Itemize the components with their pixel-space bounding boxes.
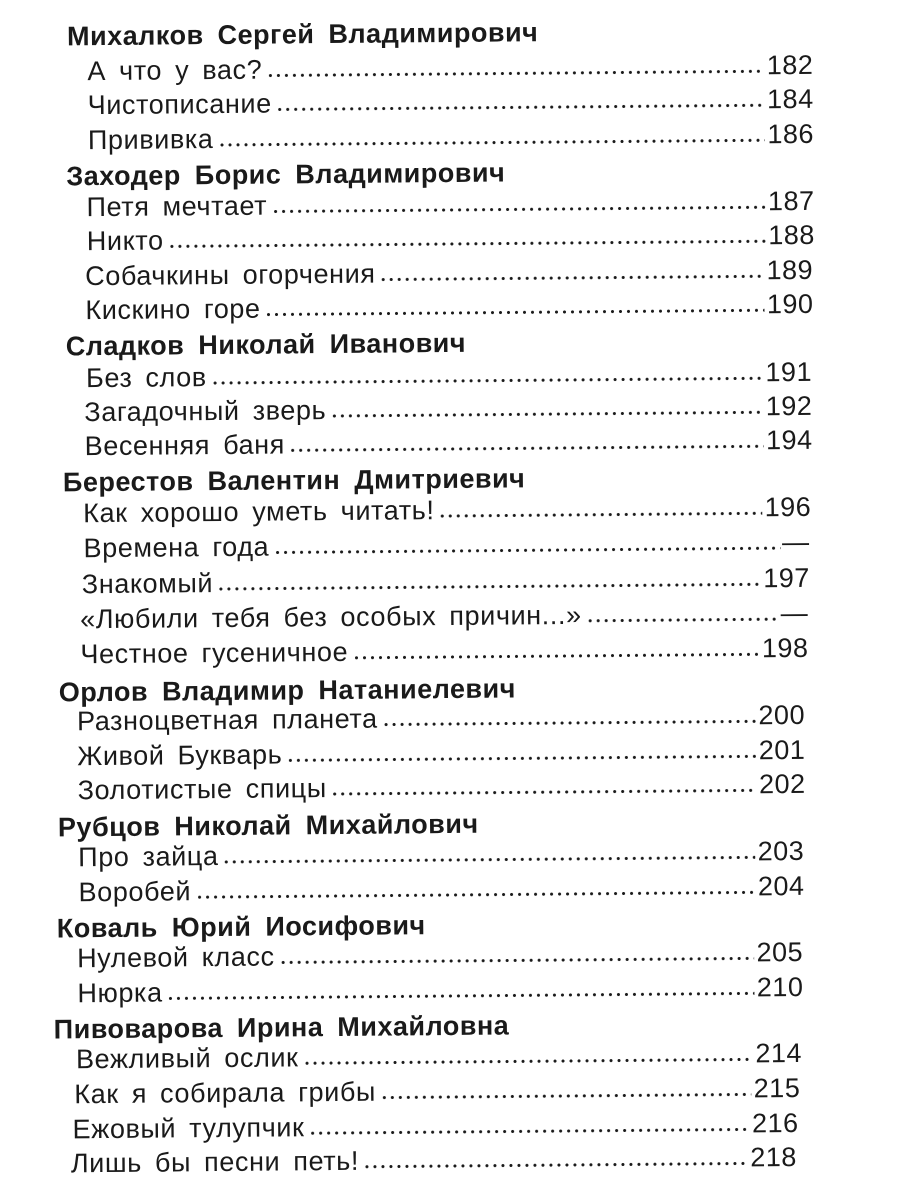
entry-page: —: [781, 526, 810, 558]
entry-title: Золотистые спицы: [77, 773, 327, 806]
dot-leader: [352, 651, 760, 661]
author-heading: Пивоварова Ирина Михайловна: [53, 1010, 510, 1045]
entry-page: 191: [765, 356, 813, 388]
dot-leader: [168, 238, 767, 249]
author-heading: Коваль Юрий Иосифович: [56, 910, 426, 944]
entry-title: Весенняя баня: [84, 429, 286, 462]
dot-leader: [217, 581, 761, 592]
toc-entry: [71, 1137, 797, 1179]
dot-leader: [279, 955, 755, 965]
entry-title: Прививка: [87, 124, 214, 156]
dot-leader: [286, 753, 756, 763]
author-heading: Заходер Борис Владимирович: [66, 157, 506, 192]
toc-entry: [88, 114, 814, 156]
entry-title: Загадочный зверь: [84, 395, 327, 428]
dot-leader: [265, 307, 765, 317]
dot-leader: [195, 889, 756, 900]
dot-leader: [586, 616, 779, 624]
entry-title: Никто: [86, 225, 164, 257]
toc-entry: [85, 284, 813, 326]
entry-title: Времена года: [83, 531, 270, 564]
entry-title: Знакомый: [81, 568, 214, 600]
entry-page: 186: [767, 118, 815, 150]
dot-leader: [167, 990, 755, 1001]
entry-page: 214: [755, 1037, 803, 1069]
toc-entry: [84, 420, 812, 462]
author-heading: Сладков Николай Иванович: [65, 327, 467, 362]
entry-title: Петя мечтает: [86, 190, 268, 223]
entry-page: 215: [753, 1072, 801, 1104]
entry-page: 210: [756, 971, 804, 1003]
author-heading: Михалков Сергей Владимирович: [66, 17, 539, 52]
dot-leader: [223, 854, 756, 865]
entry-page: 187: [767, 185, 815, 217]
dot-leader: [331, 787, 757, 797]
entry-page: 194: [765, 424, 813, 456]
entry-page: 190: [766, 288, 814, 320]
entry-page: 202: [758, 768, 806, 800]
entry-page: 216: [751, 1107, 799, 1139]
entry-title: А что у вас?: [87, 54, 263, 87]
entry-title: Как я собирала грибы: [74, 1076, 377, 1110]
entry-title: Воробей: [78, 876, 192, 908]
entry-title: Лишь бы песни петь!: [70, 1145, 360, 1179]
entry-title: Разноцветная планета: [76, 703, 378, 737]
entry-title: Живой Букварь: [77, 739, 283, 772]
entry-title: Кискино горе: [85, 293, 261, 326]
entry-title: Нулевой класс: [76, 941, 275, 974]
entry-page: 197: [763, 562, 810, 594]
entry-title: Нюрка: [77, 977, 163, 1009]
dot-leader: [217, 137, 765, 148]
entry-page: 188: [768, 219, 815, 251]
entry-title: Ежовый тулупчик: [72, 1112, 305, 1145]
dot-leader: [439, 510, 763, 519]
entry-title: Чистописание: [87, 88, 272, 121]
toc-entry: [80, 628, 808, 670]
dot-leader: [271, 204, 766, 214]
dot-leader: [380, 273, 765, 282]
dot-leader: [303, 1056, 754, 1066]
toc-entry: [77, 967, 803, 1009]
dot-leader: [330, 409, 764, 419]
dot-leader: [380, 1091, 752, 1100]
entry-page: 201: [758, 734, 806, 766]
entry-title: «Любили тебя без особых причин...»: [80, 599, 582, 635]
entry-page: 200: [758, 699, 806, 731]
entry-page: 218: [750, 1141, 798, 1173]
entry-title: Про зайца: [78, 841, 219, 873]
entry-page: 203: [757, 835, 805, 867]
toc-entry: [77, 764, 805, 806]
entry-page: 184: [766, 83, 814, 115]
entry-page: 205: [756, 936, 804, 968]
entry-title: Вежливый ослик: [75, 1042, 299, 1075]
dot-leader: [211, 375, 764, 386]
entry-title: Как хорошо уметь читать!: [83, 495, 435, 529]
entry-title: Честное гусеничное: [80, 636, 349, 670]
entry-page: 189: [766, 254, 814, 286]
dot-leader: [308, 1126, 750, 1136]
toc-entry: [78, 866, 804, 908]
entry-page: 196: [764, 491, 812, 523]
dot-leader: [382, 718, 757, 727]
dot-leader: [289, 443, 764, 453]
entry-page: 192: [765, 390, 813, 422]
author-heading: Берестов Валентин Дмитриевич: [62, 463, 526, 498]
author-heading: Орлов Владимир Натаниелевич: [58, 673, 516, 708]
entry-title: Без слов: [85, 362, 207, 394]
entry-page: 198: [761, 632, 809, 664]
dot-leader: [273, 545, 780, 555]
entry-page: —: [780, 597, 809, 629]
author-heading: Рубцов Николай Михайлович: [57, 808, 479, 843]
dot-leader: [363, 1160, 748, 1169]
entry-page: 182: [766, 49, 814, 81]
entry-title: Собачкины огорчения: [85, 258, 376, 292]
dot-leader: [276, 102, 765, 112]
dot-leader: [266, 68, 765, 78]
entry-page: 204: [757, 870, 805, 902]
